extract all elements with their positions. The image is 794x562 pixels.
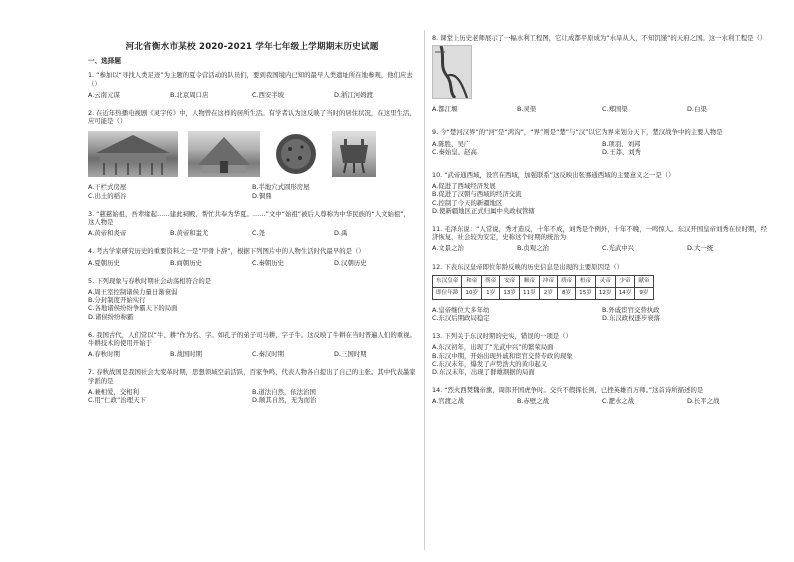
option-c[interactable]: C.东汉末年，爆发了声势浩大的黄巾起义 (432, 359, 548, 368)
option-a[interactable]: A.文景之治 (432, 244, 464, 253)
option-d[interactable]: D.铜鼎 (252, 191, 272, 200)
question-options (88, 91, 416, 99)
question-options (432, 343, 772, 376)
question-stem: 11. 毛泽东说：“人常说，秀才造反，十年不成，刘秀是个例外，十年不晚，一鸣惊人。东汉开国皇帝刘秀在位时期，经济恢复，社会较为安定，史称这个时期的统治为 (432, 225, 768, 242)
option-a[interactable]: A.东汉初年，出现了“光武中兴”的繁荣局面 (432, 343, 554, 352)
section-heading: 一、选择题 (88, 57, 121, 66)
bronze-ding-photo (332, 131, 376, 177)
option-b[interactable]: B.分封制度开始实行 (88, 296, 146, 305)
option-a[interactable]: A.周王室控制诸侯力量日渐衰弱 (88, 288, 178, 297)
table-cell: 冲帝 (539, 275, 557, 287)
rice-grain-photo (270, 131, 322, 177)
question-options (432, 397, 772, 405)
question-stem: 14. “烈火西焚魏帝旗，周郎开国虎争时。交兵不假挥长剑，已挫英雄百万师。”这首诗所描述的是 (432, 386, 704, 395)
question-8-figure (432, 45, 772, 99)
question-stem: 3. “慈慈始祖，吾辈缘起……建此祠殿，帮忙共奉为华夏。……”文中“始祖”被后人尊称为中华民族的“人文始祖”，这人物是 (88, 209, 410, 227)
option-c[interactable]: C.东汉后期政局稳定 (432, 314, 490, 323)
question-7 (88, 368, 416, 404)
emperor-age-table (432, 275, 654, 300)
question-options (88, 388, 416, 404)
left-column (88, 34, 416, 408)
option-d[interactable]: D.王莽、刘秀 (602, 147, 641, 156)
round-hut-photo (188, 131, 260, 177)
question-1 (88, 71, 416, 99)
option-c[interactable]: C.淝水之战 (602, 397, 635, 406)
table-cell: 9岁 (635, 287, 653, 299)
question-stem: 12. 下表东汉皇帝即位年龄反映的历史信息是出现的主要原因是（） (432, 262, 624, 271)
question-2 (88, 109, 416, 200)
exam-title: 河北省衡水市某校 2020-2021 学年七年级上学期期末历史试题 (125, 42, 379, 52)
question-stem: 10. “武帝通西域，设官在西域，加强联系”这反映出张骞通西域的主要意义之一是（） (432, 171, 675, 180)
question-stem: 13. 下列关于东汉时期的史实，错误的一项是（） (432, 332, 573, 341)
option-c[interactable]: C.西安半坡 (252, 90, 285, 99)
option-a[interactable]: A.兼相爱，交相利 (88, 387, 140, 396)
column-divider (424, 30, 425, 550)
option-b[interactable]: B.半地穴式圆形房屋 (252, 183, 310, 192)
option-d[interactable]: D.汉朝历史 (334, 258, 367, 267)
option-d[interactable]: D.白渠 (687, 105, 707, 114)
option-b[interactable]: B.道法自然，依法治国 (252, 387, 316, 396)
table-cell: 即位年龄 (433, 287, 462, 299)
option-b[interactable]: B.外戚宦官交替执政 (602, 305, 660, 314)
question-options (432, 140, 772, 156)
table-cell: 10岁 (462, 287, 482, 299)
question-options (432, 244, 772, 252)
option-c[interactable]: C.秦朝历史 (252, 258, 285, 267)
option-a[interactable]: A.陈胜、吴广 (432, 139, 471, 148)
table-row (433, 287, 654, 299)
option-d[interactable]: D.禹 (334, 229, 348, 238)
option-b[interactable]: B.促进了汉朝与西域的经济交流 (432, 190, 522, 199)
option-c[interactable]: C.郑国渠 (602, 105, 628, 114)
option-a[interactable]: A.干栏式房屋 (88, 183, 127, 192)
question-stem: 8. 课堂上历史老师展示了一幅水利工程图，它让成都平原成为“水旱从人，不知饥馑”的天府之国。这一水利工程是（） (432, 34, 767, 42)
table-cell: 13岁 (500, 287, 520, 299)
option-a[interactable]: A.夏朝历史 (88, 258, 120, 267)
question-stem: 7. 春秋战国是我国社会大变革时期，思想领域空前活跃，百家争鸣，代表人物各自提出了自己的主张。其中代表墨家学派的是 (88, 368, 416, 385)
question-10 (432, 171, 772, 215)
option-d[interactable]: D.使新疆地区正式归属中央政权管辖 (432, 206, 535, 215)
option-c[interactable]: C.控制了今天的新疆地区 (432, 198, 503, 207)
option-b[interactable]: B.北京周口店 (170, 90, 209, 99)
question-options (432, 306, 772, 322)
table-cell: 8岁 (557, 287, 575, 299)
table-row (433, 275, 654, 287)
option-a[interactable]: A.云南元谋 (88, 90, 120, 99)
water-project-map (432, 45, 472, 99)
table-cell: 12岁 (595, 287, 615, 299)
option-b[interactable]: B.灵渠 (517, 105, 537, 114)
option-c[interactable]: C.尧 (252, 229, 265, 238)
question-stem: 5. 下列现象与春秋时期社会动荡相符合的是 (88, 276, 212, 285)
option-d[interactable]: D.大一统 (687, 244, 714, 253)
option-a[interactable]: A.皇帝继位大多年幼 (432, 305, 490, 314)
option-c[interactable]: C.用“仁政”治理天下 (88, 396, 146, 405)
table-cell: 灵帝 (595, 275, 615, 287)
option-c[interactable]: C.光武中兴 (602, 244, 635, 253)
option-b[interactable]: B.商朝历史 (170, 258, 202, 267)
option-d[interactable]: D.东汉政权逐步衰落 (602, 314, 661, 323)
option-d[interactable]: D.浙江河姆渡 (334, 90, 373, 99)
question-stem: 4. 考古学家研究历史的重要资料之一是“甲骨卜辞”，根据下列图片中的人物生活时代最早的是（） (88, 247, 365, 256)
table-cell: 质帝 (557, 275, 575, 287)
option-d[interactable]: D.东汉末年，出现了群雄割据的局面 (432, 368, 535, 377)
question-11 (432, 225, 772, 253)
table-cell: 殇帝 (482, 275, 500, 287)
option-b[interactable]: B.赤壁之战 (517, 397, 549, 406)
option-d[interactable]: D.顺其自然，无为而治 (252, 396, 317, 405)
table-cell: 11岁 (520, 287, 540, 299)
question-8 (432, 34, 772, 113)
table-cell: 顺帝 (520, 275, 540, 287)
option-b[interactable]: B.战国时期 (170, 350, 202, 359)
option-b[interactable]: B.贞观之治 (517, 244, 549, 253)
question-stem: 6. 我国古代，人们常以“牛、耕”作为名、字。如孔子的弟子司马耕，字子牛。这反映了牛耕在当时普遍人们的重视。牛耕技术的使用开始于 (88, 330, 416, 348)
question-3 (88, 210, 416, 238)
option-c[interactable]: C.出土的稻谷 (88, 191, 127, 200)
stilt-house-photo (88, 131, 178, 177)
right-column (432, 34, 772, 410)
table-cell: 安帝 (500, 275, 520, 287)
option-a[interactable]: A.春秋时期 (88, 350, 120, 359)
option-b[interactable]: B.黄帝和蚩尤 (170, 229, 209, 238)
question-13 (432, 332, 772, 376)
table-cell: 东汉皇帝 (433, 275, 462, 287)
table-cell: 献帝 (635, 275, 653, 287)
option-a[interactable]: A.都江堰 (432, 105, 458, 114)
question-5 (88, 277, 416, 321)
question-options (432, 105, 772, 113)
option-d[interactable]: D.长平之战 (687, 397, 720, 406)
option-c[interactable]: C.秦汉时期 (252, 350, 285, 359)
question-options (88, 183, 416, 199)
question-2-images (88, 131, 416, 177)
question-4 (88, 247, 416, 266)
table-cell: 15岁 (576, 287, 596, 299)
question-options (88, 350, 416, 358)
table-cell: 桓帝 (576, 275, 596, 287)
option-b[interactable]: B.项羽、刘邦 (602, 139, 641, 148)
table-cell: 14岁 (615, 287, 635, 299)
question-stem: 2. 在近年热播电视剧《灵宇传》中，人物曾在这样的居所生活。有学者认为这反映了当时的居住状况，在这里生活，应可能是（） (88, 109, 416, 126)
table-cell: 1岁 (482, 287, 500, 299)
option-d[interactable]: D.诸侯纷纷称霸 (88, 312, 134, 321)
table-cell: 和帝 (462, 275, 482, 287)
option-a[interactable]: A.促进了西域经济发展 (432, 182, 496, 191)
question-options (432, 182, 772, 215)
question-stem: 1. “参加以“寻找人类足迹”为主题的夏令营活动的队员们，要到我国境内已知的最早人类遗址所在地参观，他们应去（） (88, 71, 413, 88)
table-cell: 2岁 (539, 287, 557, 299)
question-6 (88, 331, 416, 359)
option-d[interactable]: D.三国时期 (334, 350, 367, 359)
question-12 (432, 263, 772, 323)
question-options (88, 229, 416, 237)
option-a[interactable]: A.黄帝和炎帝 (88, 229, 127, 238)
table-cell: 少帝 (615, 275, 635, 287)
question-9 (432, 128, 772, 156)
question-options (88, 259, 416, 267)
option-c[interactable]: C.各地诸侯纷纷争霸天下的局面 (88, 304, 178, 313)
option-c[interactable]: C.秦始皇、赵高 (432, 147, 477, 156)
question-14 (432, 386, 772, 405)
option-a[interactable]: A.官渡之战 (432, 397, 464, 406)
question-options (88, 288, 416, 321)
option-b[interactable]: B.东汉中期，开始出现外戚和宦官交替专政的现象 (432, 351, 573, 360)
question-stem: 9. 今“楚河汉界”的“河”是“鸿沟”，“界”则是“楚”与“汉”以它为界来划分天下，楚汉战争中的主要人物是 (432, 128, 723, 137)
